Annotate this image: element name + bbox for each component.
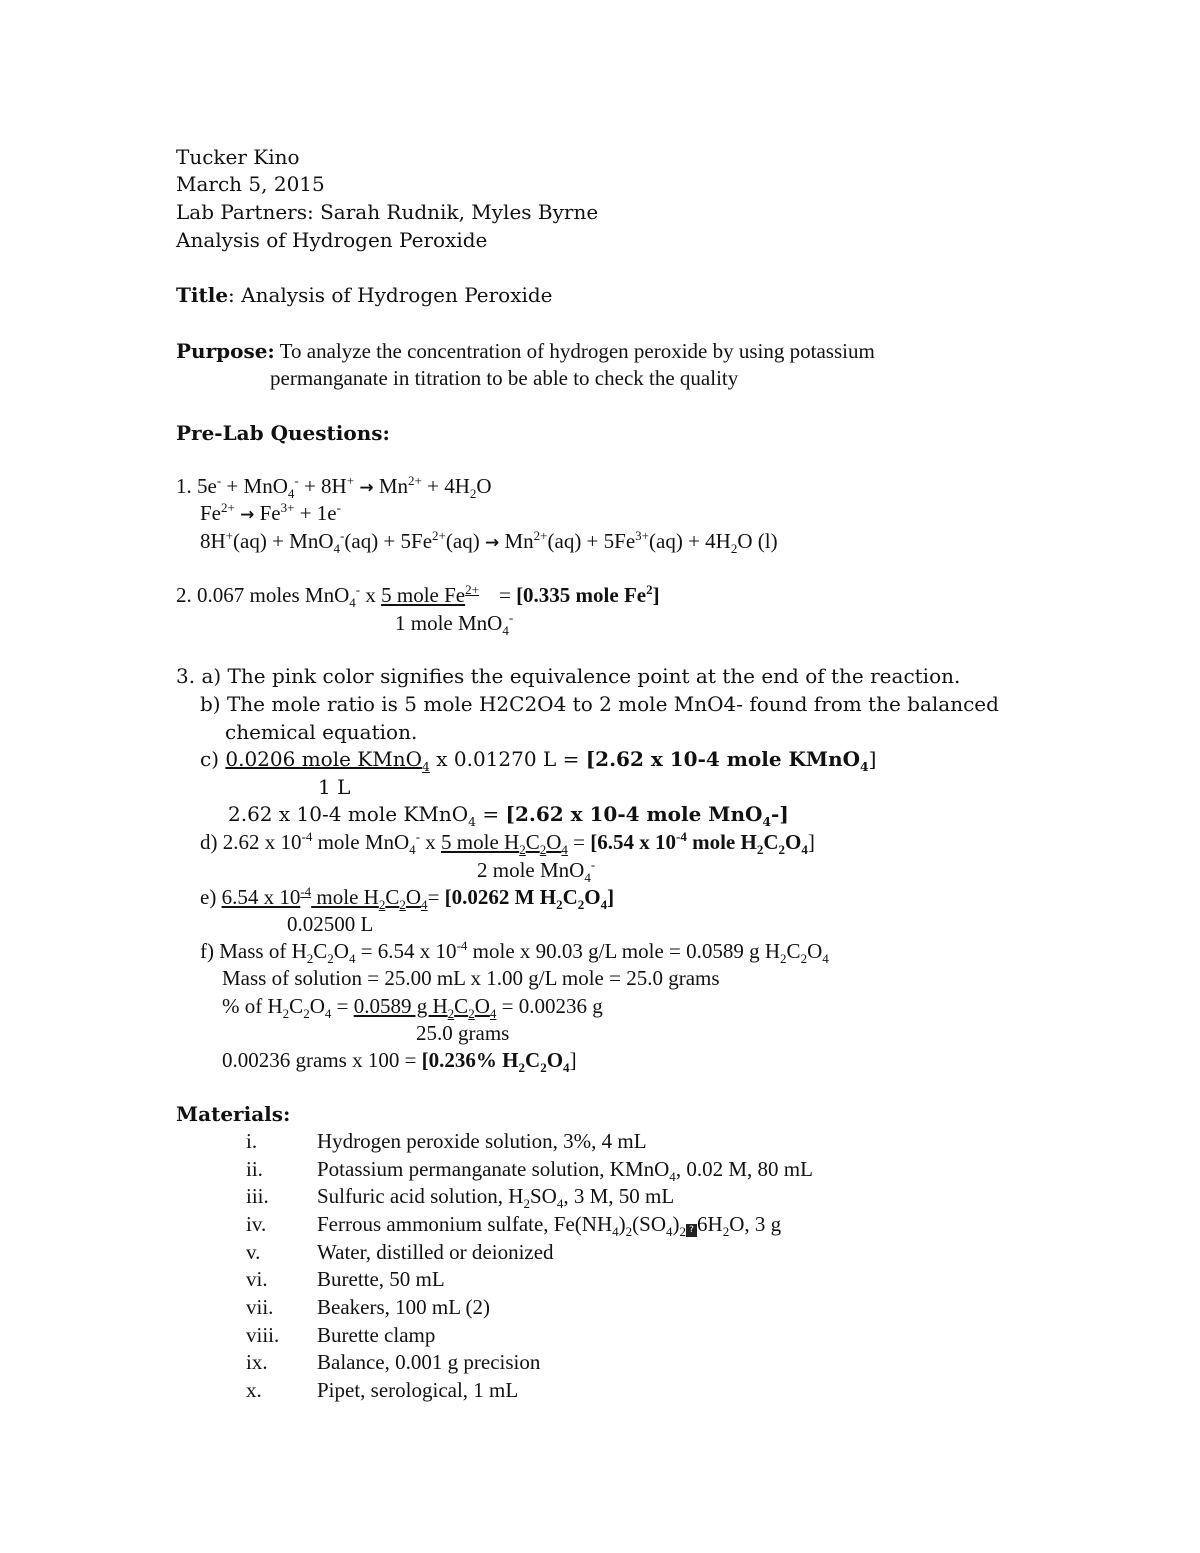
q2-line: 2. 0.067 moles MnO$_4$- x 5 mole $Fe^{2+} = [0.335$ mole Fe$^2$] [176, 582, 660, 611]
q3e-line: e) 6.54 x $10^{-4}$ mole $H_2C_2O_4= [0.0262$ M $H_2C_2O_4$] [200, 884, 615, 913]
materials-heading: Materials: [176, 1102, 291, 1126]
q3f-line-3: % of $H_2C_2O_4 = 0.0589$ g $H_2C_2O_4 = 0.00236$ g [222, 994, 603, 1022]
lab-title: Analysis of Hydrogen Peroxide [176, 228, 488, 252]
q3f-denominator: 25.0 grams [416, 1021, 510, 1045]
title-label: Title [176, 283, 229, 307]
arrow-icon: → [240, 505, 255, 525]
purpose-line-2: permanganate in titration to be able to check the quality [270, 366, 739, 390]
q3b-line-2: chemical equation. [225, 720, 418, 744]
q3f-line-2: Mass of solution = 25.00 mL x 1.00 g/L mole = 25.0 grams [222, 966, 720, 990]
q3a-line: 3. a) The pink color signifies the equivalence point at the end of the reaction. [176, 664, 961, 688]
q3c-line-2: 2.62 x 10-4 mole KMnO$_4$ = [2.62 x 10-4 mole MnO$_4$-] [228, 802, 789, 829]
prelab-heading: Pre-Lab Questions: [176, 421, 390, 445]
q3d-denominator: 2 mole MnO$_4$- [477, 857, 596, 886]
q2-denominator: 1 mole MnO$_4$- [395, 610, 514, 639]
missing-glyph-icon: ? [686, 1224, 697, 1237]
q3e-denominator: 0.02500 L [287, 912, 374, 936]
document-page: Tucker Kino March 5, 2015 Lab Partners: Sarah Rudnik, Myles Byrne Analysis of Hydrogen Peroxide Title: Analysis of Hydrogen Peroxide Purpose: To analyze the concentration of hydrogen peroxide by using potassium permanganate in titration to be able to check the quality Pre-Lab Questions: 1. $5e^- + MnO_4^- + 8H^+ \to Mn^{2+} + 4H_2O$ $Fe^{2+} \to Fe^{3+} + 1e^-$ $8H^+(aq) + MnO_4^-(aq) + 5Fe^{2+}(aq) \to Mn^{2+}(aq) + 5Fe^{3+}(aq) + 4H_2O$ (l) 2. 0.067 moles MnO$_4$- x 5 mole $Fe^{2+} = [0.335$ mole Fe$^2$] 1 mole MnO$_4$- 3. a) The pink color signifies the equivalence point at the end of the reaction. b) The mole ratio is 5 mole H2C2O4 to 2 mole MnO4- found from the balanced chemical equation. c) 0.0206 mole KMnO$_4$ x 0.01270 L = [2.62 x 10-4 mole KMnO$_4$] 1 L 2.62 x 10-4 mole KMnO$_4$ = [2.62 x 10-4 mole MnO$_4$-] d) 2.62 x $10^{-4}$ mole MnO$_4$- x 5 mole $H_2C_2O_4 = [6.54$ x $10^{-4}$ mole $H_2C_2O_4$] 2 mole MnO$_4$- e) 6.54 x $10^{-4}$ mole $H_2C_2O_4= [0.0262$ M $H_2C_2O_4$] 0.02500 L f) Mass of $H_2C_2O_4 = 6.54$ x $10^{-4}$ mole x 90.03 g/L mole = 0.0589 g $H_2C_2O_4$ Mass of solution = 25.00 mL x 1.00 g/L mole = 25.0 grams % of $H_2C_2O_4 = 0.0589$ g $H_2C_2O_4 = 0.00236$ g 25.0 grams 0.00236 grams x 100 = [0.236% $H_2C_2O_4$] Materials: i. Hydrogen peroxide solution, 3%, 4 mL ii. Potassium permanganate solution, KMnO$_4$, 0.02 M, 80 mL iii. Sulfuric acid solution, $H_2SO_4$, 3 M, 50 mL iv. Ferrous ammonium sulfate, $Fe(NH_4)_2(SO_4)_2$ ? $6H_2O$, 3 g v. Water, distilled or deionized vi. Burette, 50 mL vii. Beakers, 100 mL (2) viii. Burette clamp ix. Balance, 0.001 g precision x. Pipet, serological, 1 mL [176, 145, 999, 1402]
lab-partners: Lab Partners: Sarah Rudnik, Myles Byrne [176, 200, 599, 224]
q3f-line-1: f) Mass of $H_2C_2O_4 = 6.54$ x $10^{-4}$ mole x 90.03 g/L mole = 0.0589 g $H_2C_2O_4$ [200, 938, 829, 967]
q3f-line-4: 0.00236 grams x 100 = [0.236% $H_2C_2O_4$] [222, 1048, 577, 1076]
author-name: Tucker Kino [176, 145, 300, 169]
purpose-label: Purpose: [176, 339, 275, 363]
arrow-icon: → [484, 533, 500, 553]
title-value: Analysis of Hydrogen Peroxide [234, 283, 553, 307]
q3b-line-1: b) The mole ratio is 5 mole H2C2O4 to 2 mole MnO4- found from the balanced [200, 692, 999, 716]
q1-line-2: $Fe^{2+} \to Fe^{3+} + 1e^-$ [200, 500, 341, 525]
date: March 5, 2015 [176, 172, 325, 196]
q3c-line: c) 0.0206 mole KMnO$_4$ x 0.01270 L = [2.62 x 10-4 mole KMnO$_4$] [200, 747, 877, 774]
q3c-denominator: 1 L [318, 775, 351, 799]
title-line: Title: Analysis of Hydrogen Peroxide [176, 283, 553, 307]
q1-line-1: 1. $5e^- + MnO_4^- + 8H^+ \to Mn^{2+} + 4H_2O$ [176, 473, 492, 502]
purpose-line-1: Purpose: To analyze the concentration of hydrogen peroxide by using potassium [176, 339, 875, 363]
arrow-icon: → [359, 478, 374, 498]
q3d-line: d) 2.62 x $10^{-4}$ mole MnO$_4$- x 5 mole $H_2C_2O_4 = [6.54$ x $10^{-4}$ mole $H_2C_2O_4$] [200, 829, 815, 858]
q1-line-3: $8H^+(aq) + MnO_4^-(aq) + 5Fe^{2+}(aq) \to Mn^{2+}(aq) + 5Fe^{3+}(aq) + 4H_2O$ (l) [200, 528, 778, 557]
